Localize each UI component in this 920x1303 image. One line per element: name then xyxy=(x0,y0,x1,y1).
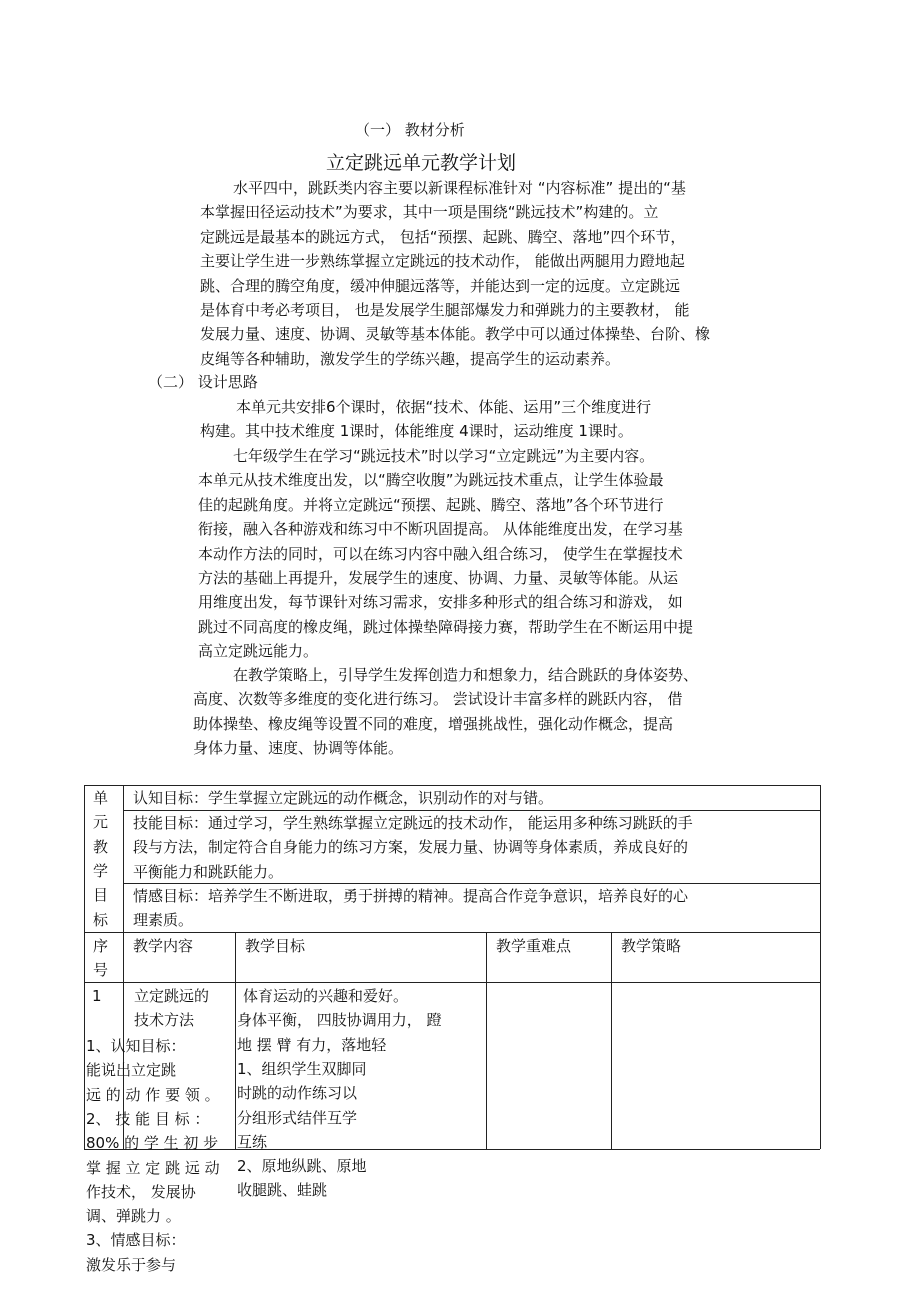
goal-label-char: 教 xyxy=(93,837,109,856)
row-goal-line: 互练 xyxy=(237,1132,268,1151)
emotion-goal: 理素质。 xyxy=(133,911,194,930)
row-goal-line: 掌 握 立 定 跳 远 动 xyxy=(86,1158,220,1177)
skill-goal: 技能目标：通过学习，学生熟练掌握立定跳远的技术动作， 能运用多种练习跳跃的手 xyxy=(133,814,693,832)
paragraph-line: 七年级学生在学习“跳远技术”时以学习“立定跳远”为主要内容。 xyxy=(233,447,655,465)
paragraph-line: 是体育中考必考项目， 也是发展学生腿部爆发力和弹跳力的主要教材， 能 xyxy=(200,301,690,319)
paragraph-line: 皮绳等各种辅助，激发学生的学练兴趣，提高学生的运动素养。 xyxy=(200,349,621,368)
row-content: 立定跳远的 xyxy=(134,987,210,1005)
skill-goal: 段与方法，制定符合自身能力的练习方案，发展力量、协调等身体素质，养成良好的 xyxy=(133,838,689,857)
goal-label-char: 学 xyxy=(93,861,109,880)
paragraph-line: 本掌握田径运动技术”为要求，其中一项是围绕“跳远技术”构建的。立 xyxy=(200,203,659,222)
row-goal-line: 地 摆 臂 有力，落地轻 xyxy=(237,1035,387,1054)
paragraph-line: 高立定跳远能力。 xyxy=(198,642,319,661)
row-goal-line: 远 的 动 作 要 领 。 xyxy=(86,1085,220,1104)
paragraph-line: 本单元共安排6个课时，依据“技术、体能、运用”三个维度进行 xyxy=(236,398,652,416)
row-goal-line: 能说出立定跳 xyxy=(86,1061,177,1080)
header-goal: 教学目标 xyxy=(245,937,306,955)
goal-label-char: 标 xyxy=(93,910,109,929)
paragraph-line: 用维度出发，每节课针对练习需求，安排多种形式的组合练习和游戏， 如 xyxy=(198,593,683,612)
row-goal-line: 时跳的动作练习以 xyxy=(237,1084,358,1103)
row-number: 1 xyxy=(92,987,102,1005)
paragraph-line: 定跳远是最基本的跳远方式， 包括“预摆、起跳、腾空、落地”四个环节， xyxy=(200,227,686,246)
row-content: 技术方法 xyxy=(134,1011,195,1030)
goal-label-char: 元 xyxy=(93,813,109,832)
paragraph-line: 佳的起跳角度。并将立定跳远“预摆、起跳、腾空、落地”各个环节进行 xyxy=(198,495,664,514)
goal-label-char: 目 xyxy=(93,886,109,905)
row-goal-line: 收腿跳、蛙跳 xyxy=(237,1181,328,1200)
row-goal-line: 3、情感目标： xyxy=(86,1231,186,1250)
paragraph-line: 方法的基础上再提升，发展学生的速度、协调、力量、灵敏等体能。从运 xyxy=(198,569,679,587)
row-goal-line: 80% 的 学 生 初 步 xyxy=(86,1134,219,1153)
row-goal-line: 身体平衡， 四肢协调用力， 蹬 xyxy=(237,1011,442,1030)
document-title: 立定跳远单元教学计划 xyxy=(326,152,517,174)
row-goal-line: 分组形式结伴互学 xyxy=(237,1108,358,1127)
row-goal-line: 2、 技 能 目 标 ： xyxy=(86,1109,210,1128)
emotion-goal: 情感目标：培养学生不断进取，勇于拼搏的精神。提高合作竞争意识，培养良好的心 xyxy=(133,887,689,905)
header-no: 序 xyxy=(93,937,109,955)
paragraph-line: 助体操垫、橡皮绳等设置不同的难度，增强挑战性，强化动作概念，提高 xyxy=(193,714,674,733)
row-goal-line: 作技术， 发展协 xyxy=(86,1182,196,1201)
paragraph-line: 在教学策略上，引导学生发挥创造力和想象力，结合跳跃的身体姿势、 xyxy=(233,666,699,684)
row-goal-line: 激发乐于参与 xyxy=(86,1255,177,1274)
paragraph-line: 身体力量、速度、协调等体能。 xyxy=(193,739,404,758)
skill-goal: 平衡能力和跳跃能力。 xyxy=(133,862,284,881)
paragraph-line: 衔接，融入各种游戏和练习中不断巩固提高。 从体能维度出发，在学习基 xyxy=(198,520,683,539)
paragraph-line: 构建。其中技术维度 1课时，体能维度 4课时，运动维度 1课时。 xyxy=(200,422,633,441)
paragraph-line: 发展力量、速度、协调、灵敏等基本体能。教学中可以通过体操垫、台阶、橡 xyxy=(200,325,711,344)
header-content: 教学内容 xyxy=(133,937,194,955)
section1-heading: （一） 教材分析 xyxy=(355,121,465,139)
section2-heading: （二） 设计思路 xyxy=(148,373,258,391)
paragraph-line: 本单元从技术维度出发，以“腾空收腹”为跳远技术重点，让学生体验最 xyxy=(198,471,664,490)
header-no: 号 xyxy=(93,961,109,980)
row-goal-line: 调、弹跳力 。 xyxy=(86,1207,181,1226)
paragraph-line: 本动作方法的同时，可以在练习内容中融入组合练习， 使学生在掌握技术 xyxy=(198,544,683,563)
goal-label-char: 单 xyxy=(93,789,109,807)
header-key-points: 教学重难点 xyxy=(496,937,572,955)
paragraph-line: 主要让学生进一步熟练掌握立定跳远的技术动作， 能做出两腿用力蹬地起 xyxy=(200,252,685,271)
cognitive-goal: 认知目标：学生掌握立定跳远的动作概念，识别动作的对与错。 xyxy=(133,789,554,807)
row-goal-line: 1、认知目标： xyxy=(86,1037,186,1055)
paragraph-line: 跳过不同高度的橡皮绳，跳过体操垫障碍接力赛，帮助学生在不断运用中提 xyxy=(198,617,694,636)
paragraph-line: 跳、合理的腾空角度，缓冲伸腿远落等，并能达到一定的远度。立定跳远 xyxy=(200,276,681,295)
paragraph-line: 水平四中，跳跃类内容主要以新课程标准针对 “内容标准” 提出的“基 xyxy=(233,179,686,197)
row-goal-line: 2、原地纵跳、原地 xyxy=(237,1157,367,1176)
row-goal-line: 1、组织学生双脚同 xyxy=(237,1059,367,1078)
header-strategy: 教学策略 xyxy=(621,937,682,955)
paragraph-line: 高度、次数等多维度的变化进行练习。 尝试设计丰富多样的跳跃内容， 借 xyxy=(193,690,683,709)
row-goal-line: 体育运动的兴趣和爱好。 xyxy=(243,987,409,1005)
